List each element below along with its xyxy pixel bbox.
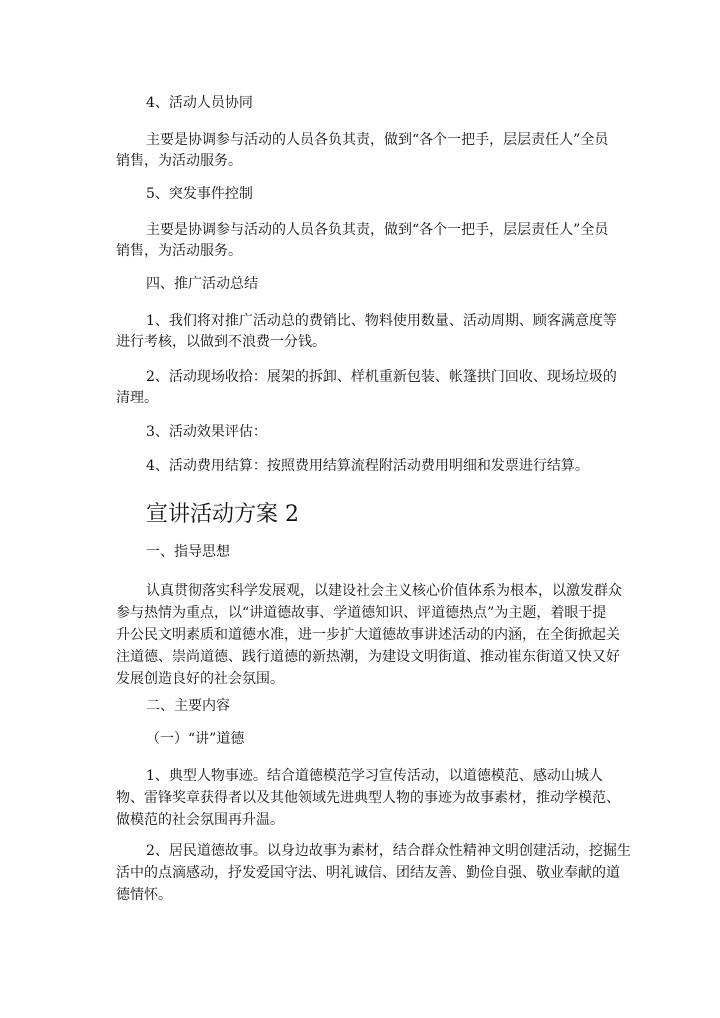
paragraph-line: 1、我们将对推广活动总的费销比、物料使用数量、活动周期、顾客满意度等 bbox=[146, 313, 617, 329]
section-heading-content: 二、主要内容 bbox=[146, 698, 230, 714]
paragraph-line: 主要是协调参与活动的人员各负其责，做到“各个一把手，层层责任人”全员 bbox=[146, 132, 609, 148]
paragraph-line: 主要是协调参与活动的人员各负其责，做到“各个一把手，层层责任人”全员 bbox=[146, 222, 609, 238]
paragraph-line: 销售，为活动服务。 bbox=[116, 153, 242, 169]
paragraph-line: 认真贯彻落实科学发展观，以建设社会主义核心价值体系为根本，以激发群众 bbox=[146, 583, 622, 599]
paragraph-line: 4、活动费用结算：按照费用结算流程附活动费用明细和发票进行结算。 bbox=[146, 458, 589, 474]
paragraph-line: 销售，为活动服务。 bbox=[116, 243, 242, 259]
paragraph-line: 1、典型人物事迹。结合道德模范学习宣传活动，以道德模范、感动山城人 bbox=[146, 768, 603, 784]
paragraph-line: 物、雷锋奖章获得者以及其他领域先进典型人物的事迹为故事素材，推动学模范、 bbox=[116, 790, 620, 806]
paragraph-line: 注道德、崇尚道德、践行道德的新热潮，为建设文明街道、推动崔东街道又快又好 bbox=[116, 649, 620, 665]
paragraph-line: 清理。 bbox=[116, 390, 158, 406]
paragraph-line: 德情怀。 bbox=[116, 887, 172, 903]
paragraph-line: 进行考核，以做到不浪费一分钱。 bbox=[116, 334, 326, 350]
paragraph-line: 参与热情为重点，以“讲道德故事、学道德知识、评道德热点”为主题，着眼于提 bbox=[116, 605, 607, 621]
document-title: 宣讲活动方案 2 bbox=[146, 502, 299, 527]
subsection-heading: （一）“讲”道德 bbox=[146, 731, 245, 747]
paragraph-line: 活中的点滴感动，抒发爱国守法、明礼诚信、团结友善、勤俭自强、敬业奉献的道 bbox=[116, 865, 620, 881]
section-heading-5: 5、突发事件控制 bbox=[146, 186, 253, 202]
paragraph-line: 2、居民道德故事。以身边故事为素材，结合群众性精神文明创建活动，挖掘生 bbox=[146, 843, 631, 859]
paragraph-line: 发展创造良好的社会氛围。 bbox=[116, 671, 284, 687]
section-heading-summary: 四、推广活动总结 bbox=[146, 276, 258, 292]
paragraph-line: 2、活动现场收拾：展架的拆卸、样机重新包装、帐篷拱门回收、现场垃圾的 bbox=[146, 369, 617, 385]
paragraph-line: 3、活动效果评估： bbox=[146, 424, 267, 440]
section-heading-4: 4、活动人员协同 bbox=[146, 95, 253, 111]
paragraph-line: 升公民文明素质和道德水准，进一步扩大道德故事讲述活动的内涵，在全街掀起关 bbox=[116, 627, 620, 643]
paragraph-line: 做模范的社会氛围再升温。 bbox=[116, 812, 284, 828]
section-heading-guiding: 一、指导思想 bbox=[146, 544, 230, 560]
